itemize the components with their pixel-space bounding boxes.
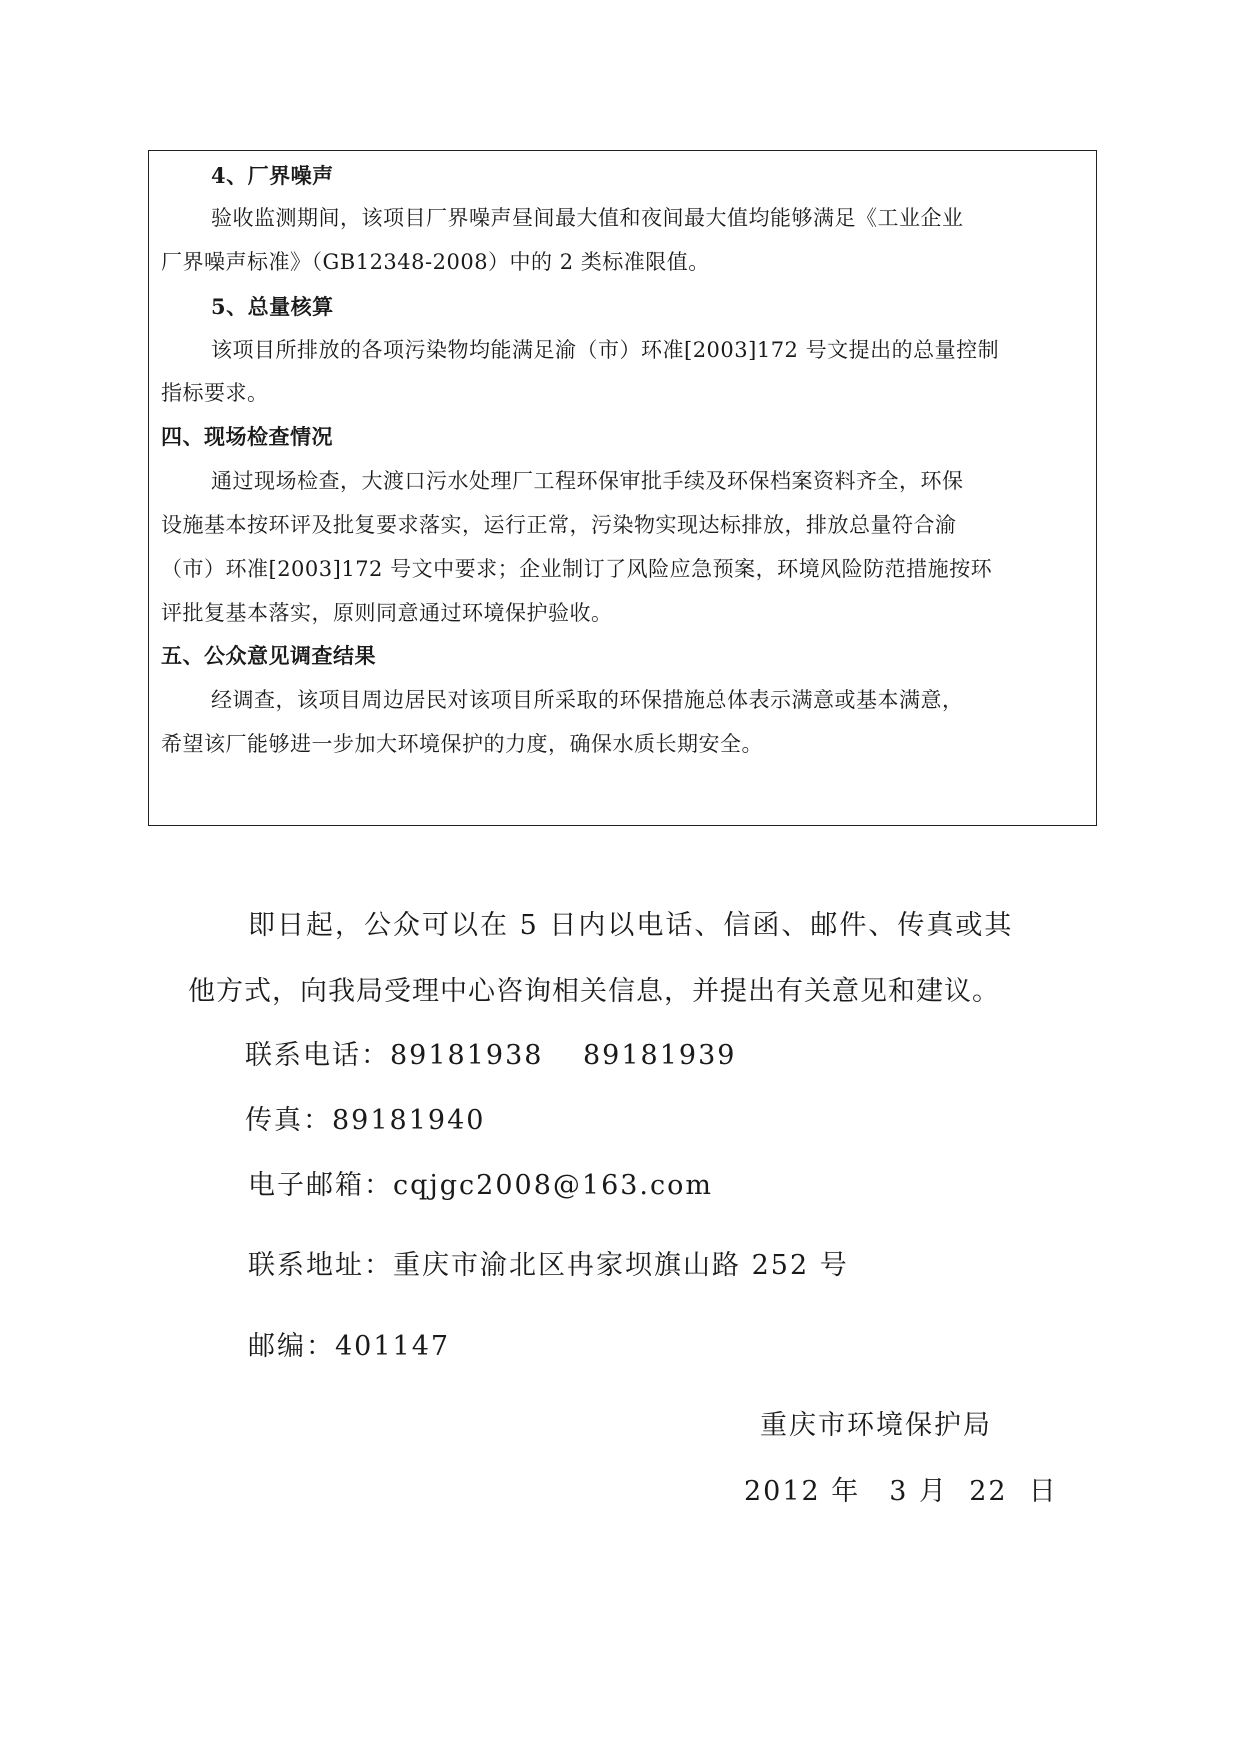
paragraph-line: 通过现场检查，大渡口污水处理厂工程环保审批手续及环保档案资料齐全，环保 bbox=[211, 469, 964, 493]
phone-value: 89181938 89181939 bbox=[390, 1040, 737, 1071]
paragraph-line: 评批复基本落实，原则同意通过环境保护验收。 bbox=[161, 601, 613, 625]
signature-organization: 重庆市环境保护局 bbox=[760, 1410, 992, 1441]
paragraph-line: 设施基本按环评及批复要求落实，运行正常，污染物实现达标排放，排放总量符合渝 bbox=[161, 513, 957, 537]
fax-label: 传真： bbox=[245, 1105, 332, 1136]
email-label: 电子邮箱： bbox=[248, 1170, 393, 1201]
contact-phone bbox=[245, 1042, 736, 1069]
report-summary-box bbox=[148, 150, 1097, 826]
postcode-label: 邮编： bbox=[248, 1331, 335, 1362]
contact-fax bbox=[245, 1107, 485, 1134]
section-heading-public-opinion: 五、公众意见调查结果 bbox=[161, 643, 376, 668]
paragraph-line: 希望该厂能够进一步加大环境保护的力度，确保水质长期安全。 bbox=[161, 732, 763, 756]
signature-date: 2012 年 3 月 22 日 bbox=[744, 1476, 1058, 1507]
paragraph-line: （市）环准[2003]172 号文中要求；企业制订了风险应急预案，环境风险防范措施按环 bbox=[161, 557, 993, 581]
fax-value: 89181940 bbox=[332, 1105, 486, 1136]
section-heading-total-quantity: 5、总量核算 bbox=[211, 294, 334, 319]
notice-line: 他方式，向我局受理中心咨询相关信息，并提出有关意见和建议。 bbox=[188, 976, 1000, 1007]
paragraph-line: 该项目所排放的各项污染物均能满足渝（市）环准[2003]172 号文提出的总量控制 bbox=[211, 338, 1000, 362]
notice-line: 即日起，公众可以在 5 日内以电话、信函、邮件、传真或其 bbox=[248, 910, 1014, 941]
paragraph-line: 验收监测期间，该项目厂界噪声昼间最大值和夜间最大值均能够满足《工业企业 bbox=[211, 206, 964, 230]
section-heading-noise: 4、厂界噪声 bbox=[211, 163, 334, 188]
address-label: 联系地址： bbox=[248, 1250, 393, 1281]
contact-email bbox=[248, 1172, 713, 1199]
address-value: 重庆市渝北区冉家坝旗山路 252 号 bbox=[393, 1250, 849, 1281]
contact-address bbox=[248, 1252, 849, 1279]
section-heading-site-inspection: 四、现场检查情况 bbox=[161, 424, 333, 449]
postcode-value: 401147 bbox=[335, 1331, 451, 1362]
paragraph-line: 指标要求。 bbox=[161, 381, 269, 405]
contact-postcode bbox=[248, 1333, 450, 1360]
phone-label: 联系电话： bbox=[245, 1040, 390, 1071]
paragraph-line: 经调查，该项目周边居民对该项目所采取的环保措施总体表示满意或基本满意， bbox=[211, 688, 964, 712]
paragraph-line: 厂界噪声标准》（GB12348-2008）中的 2 类标准限值。 bbox=[161, 250, 710, 274]
email-value: cqjgc2008@163.com bbox=[393, 1170, 713, 1201]
